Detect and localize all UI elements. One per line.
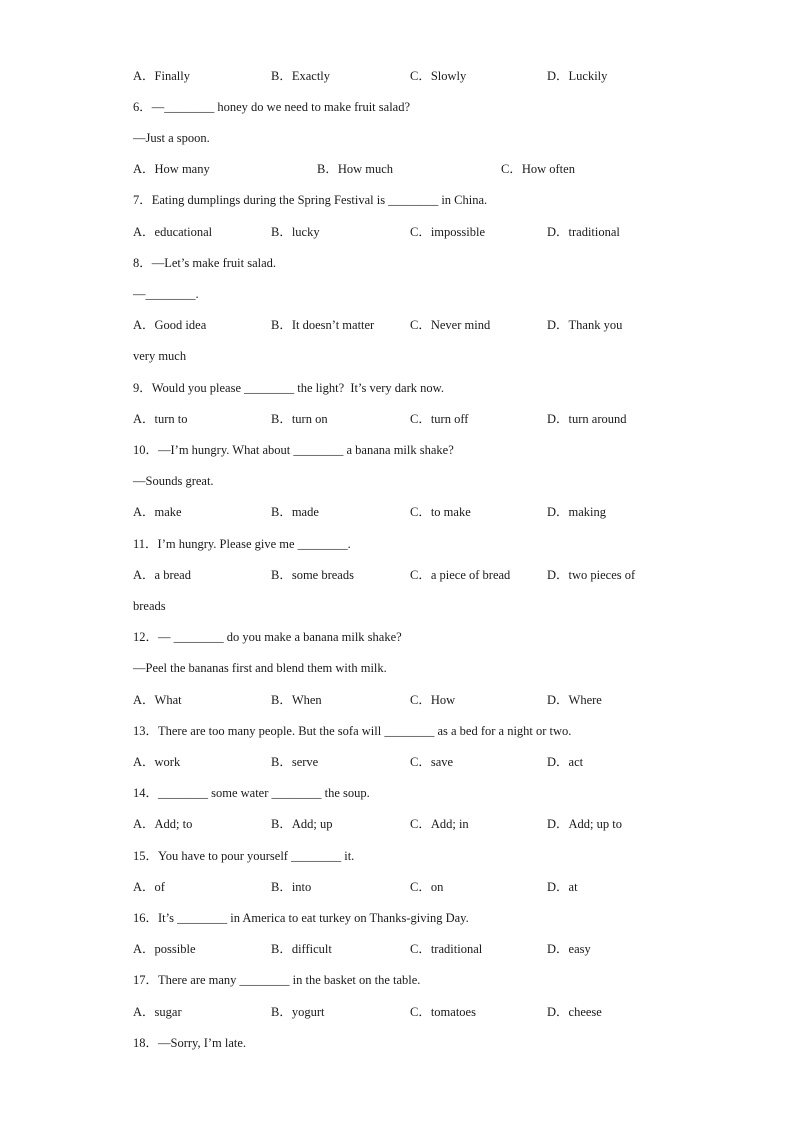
q13-option-c[interactable]: C．save [410,755,454,769]
q10-reply: —Sounds great. [133,474,214,488]
q12-option-a[interactable]: A．What [133,693,182,707]
q8-reply: —________. [133,287,199,301]
q16-options [133,941,673,957]
q6-options [133,161,673,177]
q6-option-c[interactable]: C．How often [501,162,575,176]
q7-option-c[interactable]: C．impossible [410,225,486,239]
q12-option-d[interactable]: D．Where [547,693,602,707]
q12-options [133,692,673,708]
q16-stem: 16．It’s ________ in America to eat turkey on Thanks-giving Day. [133,911,469,925]
q9-option-a[interactable]: A．turn to [133,412,188,426]
q9-stem: 9．Would you please ________ the light? It’s very dark now. [133,381,444,395]
q16-option-c[interactable]: C．traditional [410,942,483,956]
q8-option-d-wrap: very much [133,349,187,363]
q12-stem: 12．— ________ do you make a banana milk shake? [133,630,402,644]
q7-option-a[interactable]: A．educational [133,225,213,239]
q5-option-b[interactable]: B．Exactly [271,69,331,83]
q16-option-b[interactable]: B．difficult [271,942,332,956]
q16-option-a[interactable]: A．possible [133,942,196,956]
q6-option-b[interactable]: B．How much [317,162,394,176]
q13-option-b[interactable]: B．serve [271,755,319,769]
q6-option-a[interactable]: A．How many [133,162,210,176]
q11-option-d[interactable]: D．two pieces of [547,568,636,582]
q13-options [133,754,673,770]
q9-option-b[interactable]: B．turn on [271,412,328,426]
q15-option-c[interactable]: C．on [410,880,444,894]
q9-options [133,411,673,427]
q17-option-a[interactable]: A．sugar [133,1005,182,1019]
q14-option-c[interactable]: C．Add; in [410,817,469,831]
q8-option-b[interactable]: B．It doesn’t matter [271,318,375,332]
q9-option-c[interactable]: C．turn off [410,412,469,426]
q18-stem: 18．—Sorry, I’m late. [133,1036,247,1050]
q11-option-b[interactable]: B．some breads [271,568,354,582]
q15-option-a[interactable]: A．of [133,880,165,894]
q17-option-b[interactable]: B．yogurt [271,1005,325,1019]
q7-stem: 7．Eating dumplings during the Spring Festival is ________ in China. [133,193,488,207]
q17-option-c[interactable]: C．tomatoes [410,1005,476,1019]
q6-reply: —Just a spoon. [133,131,210,145]
q5-options [133,68,673,84]
q13-stem: 13．There are too many people. But the sofa will ________ as a bed for a night or two. [133,724,572,738]
q6-stem: 6．—________ honey do we need to make fruit salad? [133,100,411,114]
q10-stem: 10．—I’m hungry. What about ________ a banana milk shake? [133,443,454,457]
q15-stem: 15．You have to pour yourself ________ it. [133,849,355,863]
q9-option-d[interactable]: D．turn around [547,412,627,426]
q15-options [133,879,673,895]
q11-stem: 11．I’m hungry. Please give me ________. [133,537,351,551]
q13-option-d[interactable]: D．act [547,755,584,769]
q12-option-b[interactable]: B．When [271,693,322,707]
q15-option-b[interactable]: B．into [271,880,312,894]
q7-options [133,224,673,240]
q5-option-c[interactable]: C．Slowly [410,69,467,83]
q12-option-c[interactable]: C．How [410,693,456,707]
q12-reply: —Peel the bananas first and blend them with milk. [133,661,387,675]
q11-option-c[interactable]: C．a piece of bread [410,568,511,582]
q10-option-d[interactable]: D．making [547,505,607,519]
q14-option-d[interactable]: D．Add; up to [547,817,623,831]
q11-option-a[interactable]: A．a bread [133,568,191,582]
q14-option-b[interactable]: B．Add; up [271,817,333,831]
q14-stem: 14．________ some water ________ the soup. [133,786,370,800]
q7-option-b[interactable]: B．lucky [271,225,320,239]
q8-option-d[interactable]: D．Thank you [547,318,623,332]
q17-option-d[interactable]: D．cheese [547,1005,602,1019]
q17-stem: 17．There are many ________ in the basket on the table. [133,973,421,987]
q17-options [133,1004,673,1020]
q5-option-d[interactable]: D．Luckily [547,69,608,83]
q14-options [133,816,673,832]
q16-option-d[interactable]: D．easy [547,942,591,956]
q10-option-c[interactable]: C．to make [410,505,471,519]
q10-options [133,504,673,520]
q14-option-a[interactable]: A．Add; to [133,817,193,831]
q11-options [133,567,673,583]
q8-option-c[interactable]: C．Never mind [410,318,491,332]
q15-option-d[interactable]: D．at [547,880,578,894]
q8-stem: 8．—Let’s make fruit salad. [133,256,277,270]
q5-option-a[interactable]: A．Finally [133,69,190,83]
q8-options [133,317,673,333]
q7-option-d[interactable]: D．traditional [547,225,620,239]
q8-option-a[interactable]: A．Good idea [133,318,207,332]
q11-option-d-wrap: breads [133,599,166,613]
q10-option-b[interactable]: B．made [271,505,319,519]
q10-option-a[interactable]: A．make [133,505,182,519]
q13-option-a[interactable]: A．work [133,755,181,769]
